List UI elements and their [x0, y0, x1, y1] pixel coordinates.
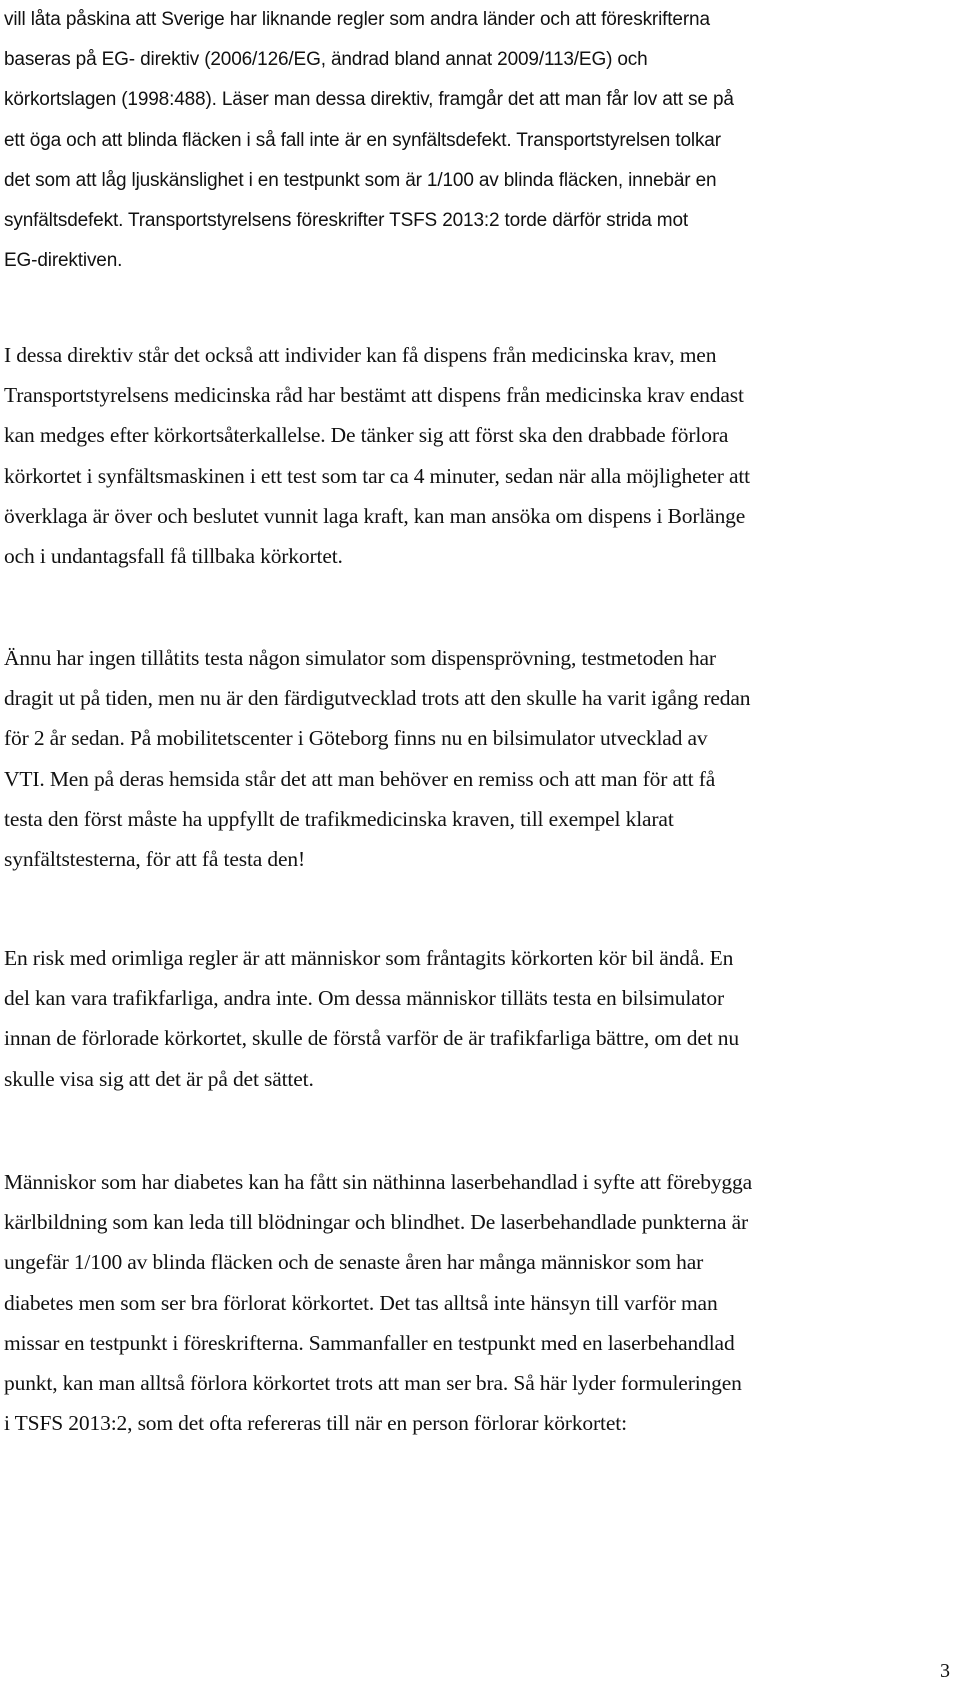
paragraph-line: skulle visa sig att det är på det sättet.: [4, 1066, 314, 1091]
paragraph-4: [4, 938, 954, 1099]
paragraph-line: missar en testpunkt i föreskrifterna. Sammanfaller en testpunkt med en laserbehandlad: [4, 1330, 735, 1355]
paragraph-line: I dessa direktiv står det också att individer kan få dispens från medicinska krav, men: [4, 343, 717, 367]
paragraph-line: vill låta påskina att Sverige har liknande regler som andra länder och att föreskrifterna: [4, 9, 710, 30]
page-number: 3: [940, 1660, 950, 1682]
paragraph-line: kärlbildning som kan leda till blödningar och blindhet. De laserbehandlade punkterna är: [4, 1210, 749, 1235]
paragraph-line: Transportstyrelsens medicinska råd har bestämt att dispens från medicinska krav endast: [4, 383, 744, 408]
paragraph-line: del kan vara trafikfarliga, andra inte. Om dessa människor tilläts testa en bilsimulator: [4, 986, 724, 1011]
paragraph-line: innan de förlorade körkortet, skulle de förstå varför de är trafikfarliga bättre, om det nu: [4, 1026, 739, 1051]
paragraph-line: EG-direktiven.: [4, 250, 123, 272]
paragraph-line: Ännu har ingen tillåtits testa någon simulator som dispensprövning, testmetoden har: [4, 646, 716, 670]
paragraph-line: och i undantagsfall få tillbaka körkortet.: [4, 544, 343, 569]
paragraph-line: diabetes men som ser bra förlorat körkortet. Det tas alltså inte hänsyn till varför man: [4, 1290, 718, 1315]
paragraph-line: i TSFS 2013:2, som det ofta refereras till när en person förlorar körkortet:: [4, 1411, 627, 1436]
paragraph-line: En risk med orimliga regler är att människor som fråntagits körkorten kör bil ändå. En: [4, 946, 734, 970]
paragraph-3: [4, 638, 954, 879]
paragraph-2: [4, 335, 954, 576]
paragraph-line: för 2 år sedan. På mobilitetscenter i Göteborg finns nu en bilsimulator utvecklad av: [4, 726, 708, 751]
paragraph-line: punkt, kan man alltså förlora körkortet trots att man ser bra. Så här lyder formuleringen: [4, 1371, 742, 1396]
paragraph-line: det som att låg ljuskänslighet i en testpunkt som är 1/100 av blinda fläcken, innebär en: [4, 169, 717, 191]
paragraph-line: körkortslagen (1998:488). Läser man dessa direktiv, framgår det att man får lov att se på: [4, 89, 734, 111]
paragraph-line: dragit ut på tiden, men nu är den färdigutvecklad trots att den skulle ha varit igång redan: [4, 686, 751, 711]
paragraph-line: VTI. Men på deras hemsida står det att man behöver en remiss och att man för att få: [4, 766, 716, 791]
paragraph-1: [4, 0, 954, 281]
paragraph-line: testa den först måste ha uppfyllt de trafikmedicinska kraven, till exempel klarat: [4, 806, 674, 831]
paragraph-line: ett öga och att blinda fläcken i så fall inte är en synfältsdefekt. Transportstyrelsen tolkar: [4, 129, 721, 151]
paragraph-line: synfältstesterna, för att få testa den!: [4, 847, 305, 872]
paragraph-line: ungefär 1/100 av blinda fläcken och de senaste åren har många människor som har: [4, 1250, 704, 1275]
paragraph-line: överklaga är över och beslutet vunnit laga kraft, kan man ansöka om dispens i Borlänge: [4, 503, 746, 528]
paragraph-5: [4, 1162, 954, 1443]
paragraph-line: baseras på EG- direktiv (2006/126/EG, ändrad bland annat 2009/113/EG) och: [4, 49, 648, 71]
paragraph-line: Människor som har diabetes kan ha fått sin näthinna laserbehandlad i syfte att förebygga: [4, 1170, 753, 1194]
paragraph-line: kan medges efter körkortsåterkallelse. De tänker sig att först ska den drabbade förlora: [4, 423, 729, 448]
paragraph-line: körkortet i synfältsmaskinen i ett test som tar ca 4 minuter, sedan när alla möjligheter att: [4, 463, 750, 488]
paragraph-line: synfältsdefekt. Transportstyrelsens föreskrifter TSFS 2013:2 torde därför strida mot: [4, 210, 689, 232]
